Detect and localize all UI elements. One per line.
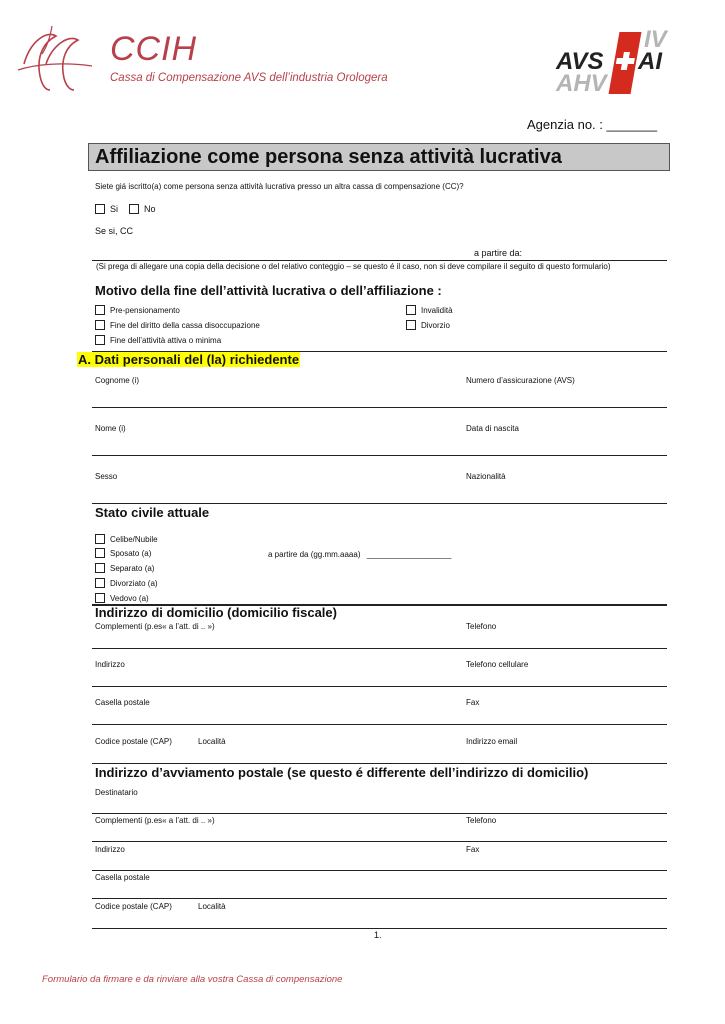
option-no-label: No <box>144 204 156 214</box>
birth-date-field[interactable] <box>466 440 656 450</box>
agency-number-field[interactable]: _______ <box>606 117 658 132</box>
postal-phone-label: Telefono <box>466 816 497 825</box>
sex-label: Sesso <box>95 472 118 481</box>
domicile-complements-field[interactable] <box>95 634 435 644</box>
postal-address-field[interactable] <box>95 857 435 867</box>
reason-option-invalidity[interactable] <box>406 306 453 316</box>
attachment-note: (Si prega di allegare una copia della decisione o del relativo conteggio – se questo é il caso, non si deve compilare il seguito di questo formulario) <box>96 262 611 271</box>
agency-label: Agenzia no. : <box>527 117 603 132</box>
previous-cc-field[interactable] <box>140 225 460 235</box>
checkbox[interactable] <box>95 563 105 573</box>
nationality-field[interactable] <box>466 488 656 498</box>
civil-option-divorced[interactable] <box>95 579 158 589</box>
checkbox[interactable] <box>95 534 105 544</box>
civil-from-date-label: a partire da (gg.mm.aaaa) <box>268 550 361 559</box>
divider <box>92 686 667 687</box>
reason-heading: Motivo della fine dell’attività lucrativa o dell’affiliazione : <box>95 283 442 298</box>
reason-option-unemployment-end[interactable] <box>95 321 260 331</box>
civil-from-date <box>268 550 451 559</box>
form-title-bar <box>88 143 670 171</box>
domicile-phone-label: Telefono <box>466 622 497 631</box>
first-name-field[interactable] <box>95 440 435 450</box>
postal-heading: Indirizzo d’avviamento postale (se questo é differente dell’indirizzo di domicilio) <box>95 765 589 780</box>
domicile-postcode-locality-field[interactable] <box>95 749 435 759</box>
avs-logo-ahv: AHV <box>556 70 607 97</box>
footer-note: Formulario da firmare e da rinviare alla vostra Cassa di compensazione <box>42 974 343 985</box>
surname-field[interactable] <box>95 392 435 402</box>
divider <box>92 455 667 456</box>
ccih-logo <box>16 24 416 96</box>
domicile-locality-label: Località <box>198 737 226 746</box>
option-label: Fine dell’attività attiva o minima <box>110 336 222 346</box>
checkbox-yes[interactable] <box>95 204 105 214</box>
checkbox[interactable] <box>95 305 105 315</box>
divider <box>92 648 667 649</box>
checkbox[interactable] <box>95 593 105 603</box>
option-label: Invalidità <box>421 306 453 316</box>
domicile-fax-field[interactable] <box>466 710 656 720</box>
previous-cc-from-date-field[interactable] <box>530 247 660 257</box>
postal-locality-label: Località <box>198 902 226 911</box>
civil-option-separated[interactable] <box>95 564 154 574</box>
divider <box>92 928 667 929</box>
domicile-complements-label: Complementi (p.es« a l’att. di .. ») <box>95 622 215 631</box>
surname-label: Cognome (i) <box>95 376 140 385</box>
postal-recipient-label: Destinatario <box>95 788 138 797</box>
birth-date-label: Data di nascita <box>466 424 519 433</box>
domicile-po-box-field[interactable] <box>95 710 435 720</box>
domicile-postcode-label: Codice postale (CAP) <box>95 737 172 746</box>
postal-po-box-label: Casella postale <box>95 873 150 882</box>
avs-number-field[interactable] <box>466 392 656 402</box>
avs-logo-avs: AVS <box>556 48 604 75</box>
swiss-cross-icon <box>609 32 642 94</box>
domicile-email-label: Indirizzo email <box>466 737 518 746</box>
checkbox[interactable] <box>406 305 416 315</box>
nationality-label: Nazionalità <box>466 472 506 481</box>
avs-number-label: Numero d’assicurazione (AVS) <box>466 376 575 385</box>
civil-status-heading: Stato civile attuale <box>95 505 210 520</box>
domicile-mobile-label: Telefono cellulare <box>466 660 529 669</box>
avs-logo-ai: AI <box>638 48 662 75</box>
domicile-phone-field[interactable] <box>466 634 656 644</box>
postal-postcode-locality-field[interactable] <box>95 914 655 924</box>
postal-po-box-field[interactable] <box>95 885 655 895</box>
prior-registration-question: Siete giá iscritto(a) come persona senza attività lucrativa presso un altra cassa di compensazione (CC)? <box>95 182 464 191</box>
checkbox[interactable] <box>95 578 105 588</box>
reason-option-divorce[interactable] <box>406 321 450 331</box>
civil-from-date-field[interactable]: ___________________ <box>366 550 452 559</box>
section-a-heading <box>77 352 300 367</box>
postal-address-label: Indirizzo <box>95 845 125 854</box>
checkbox-no[interactable] <box>129 204 139 214</box>
domicile-address-field[interactable] <box>95 672 435 682</box>
section-a-heading-text: A. Dati personali del (la) richiedente <box>78 352 300 367</box>
divider <box>92 870 667 871</box>
checkbox[interactable] <box>95 548 105 558</box>
postal-phone-field[interactable] <box>466 828 656 838</box>
option-no[interactable] <box>129 204 156 215</box>
civil-option-widowed[interactable] <box>95 594 149 604</box>
postal-complements-field[interactable] <box>95 828 435 838</box>
if-yes-cc-label: Se si, CC <box>95 226 134 236</box>
postal-fax-label: Fax <box>466 845 480 854</box>
domicile-address-label: Indirizzo <box>95 660 125 669</box>
divider <box>92 407 667 408</box>
divider <box>92 260 667 261</box>
checkbox[interactable] <box>95 335 105 345</box>
civil-option-single[interactable] <box>95 535 158 545</box>
option-label: Pre-pensionamento <box>110 306 180 316</box>
postal-recipient-field[interactable] <box>95 800 655 810</box>
divider <box>92 503 667 504</box>
option-label: Vedovo (a) <box>110 594 149 604</box>
option-yes-label: Si <box>110 204 119 214</box>
ccih-logo-subtitle: Cassa di Compensazione AVS dell’industria Orologera <box>110 72 388 84</box>
postal-fax-field[interactable] <box>466 857 656 867</box>
postal-postcode-label: Codice postale (CAP) <box>95 902 172 911</box>
page-number: 1. <box>374 930 382 940</box>
civil-option-married[interactable] <box>95 549 151 559</box>
agency-number <box>527 117 657 132</box>
form-title: Affiliazione come persona senza attività lucrativa <box>95 146 562 168</box>
domicile-mobile-field[interactable] <box>466 672 656 682</box>
divider <box>92 763 667 764</box>
divider <box>92 813 667 814</box>
option-label: Fine del diritto della cassa disoccupazione <box>110 321 260 331</box>
divider <box>92 841 667 842</box>
first-name-label: Nome (i) <box>95 424 126 433</box>
domicile-heading: Indirizzo di domicilio (domicilio fiscale) <box>95 605 337 620</box>
option-label: Sposato (a) <box>110 549 152 559</box>
avs-ai-logo <box>552 26 682 98</box>
sex-field[interactable] <box>95 488 435 498</box>
ccih-swoosh-icon <box>16 24 96 94</box>
from-date-label: a partire da: <box>474 248 523 258</box>
reason-option-activity-end[interactable] <box>95 336 221 346</box>
domicile-fax-label: Fax <box>466 698 480 707</box>
checkbox[interactable] <box>95 320 105 330</box>
option-label: Celibe/Nubile <box>110 535 158 545</box>
divider <box>92 898 667 899</box>
postal-complements-label: Complementi (p.es« a l’att. di .. ») <box>95 816 215 825</box>
divider <box>92 724 667 725</box>
option-label: Separato (a) <box>110 564 155 574</box>
ccih-logo-name: CCIH <box>110 30 198 68</box>
option-yes[interactable] <box>95 204 118 215</box>
option-label: Divorzio <box>421 321 450 331</box>
avs-logo-iv: IV <box>644 26 667 53</box>
option-label: Divorziato (a) <box>110 579 158 589</box>
reason-option-pre-retirement[interactable] <box>95 306 180 316</box>
domicile-po-box-label: Casella postale <box>95 698 150 707</box>
checkbox[interactable] <box>406 320 416 330</box>
domicile-email-field[interactable] <box>466 749 656 759</box>
